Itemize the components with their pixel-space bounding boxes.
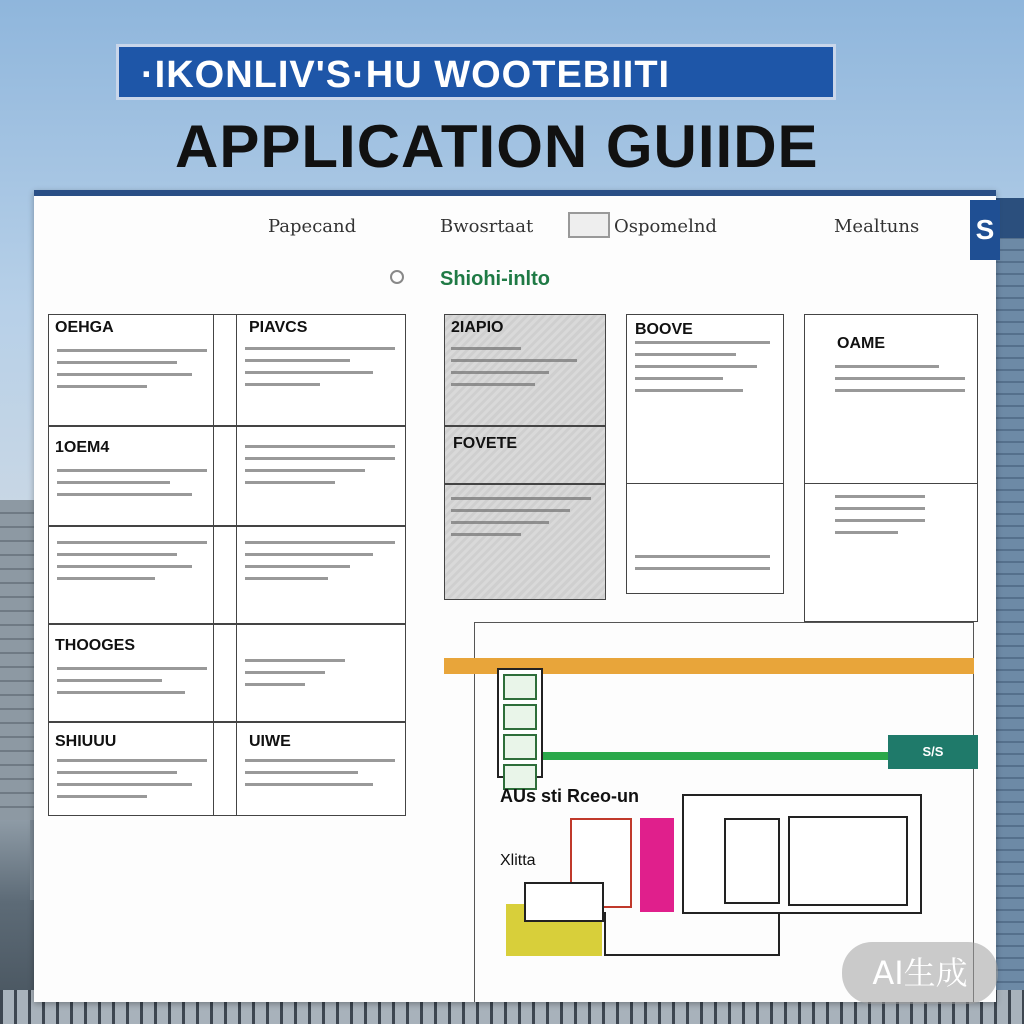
- side-tab[interactable]: S: [970, 200, 1000, 260]
- divider: [805, 483, 977, 484]
- preview-doc: [724, 818, 780, 904]
- grid-bullet-column: [213, 723, 237, 815]
- small-doc: [524, 882, 604, 922]
- background-building-right: [995, 215, 1024, 1024]
- text-lines: [245, 659, 345, 695]
- right-box-2: [804, 314, 978, 622]
- watermark-badge: AI生成: [842, 942, 998, 1004]
- grid-row-title: OEHGA: [55, 319, 114, 336]
- grid-row-heading: UIWE: [249, 733, 291, 750]
- right-box-title: OAME: [837, 335, 885, 352]
- grid-row-1: [48, 314, 406, 426]
- flow-connector: [604, 912, 780, 956]
- page-title: APPLICATION GUIIDE: [175, 113, 819, 180]
- circle-icon: [390, 270, 404, 284]
- text-lines: [57, 541, 207, 589]
- text-lines: [835, 495, 925, 543]
- column-header-icon: [568, 212, 610, 238]
- grid-row-heading: PIAVCS: [249, 319, 308, 336]
- preview-sheet: [788, 816, 908, 906]
- green-connector: [540, 752, 890, 760]
- grid-row-title: 1OEM4: [55, 439, 110, 456]
- text-lines: [245, 759, 395, 795]
- grid-row-3: [48, 526, 406, 624]
- text-lines: [245, 541, 395, 589]
- text-lines: [57, 759, 207, 807]
- text-lines: [57, 469, 207, 505]
- grid-row-5: [48, 722, 406, 816]
- grid-bullet-column: [213, 625, 237, 721]
- grid-row-4: [48, 624, 406, 722]
- magenta-block: [640, 818, 674, 912]
- middle-box-title: 2IAPIO: [451, 319, 504, 336]
- text-lines: [635, 341, 770, 401]
- arrow-button[interactable]: S/S: [888, 735, 978, 769]
- text-lines: [835, 365, 965, 401]
- grid-bullet-column: [213, 315, 237, 425]
- flow-subtitle: Xlitta: [500, 852, 536, 869]
- background-building-top: [996, 198, 1024, 238]
- text-lines: [451, 497, 591, 545]
- text-lines: [57, 349, 207, 397]
- middle-box-2: [444, 426, 606, 484]
- column-header-2: Bwosrtaat: [440, 216, 534, 237]
- flow-title: AUs sti Rceo-un: [500, 786, 640, 806]
- grid-bullet-column: [213, 427, 237, 525]
- divider: [627, 483, 783, 484]
- right-box-1: [626, 314, 784, 594]
- grid-row-2: [48, 426, 406, 526]
- middle-box-1: [444, 314, 606, 426]
- grid-row-title: SHIUUU: [55, 733, 117, 750]
- text-lines: [451, 347, 591, 395]
- text-lines: [635, 555, 770, 579]
- section-title: Shiohi-inlto: [440, 268, 550, 290]
- header-banner: ·IKONLIV'S·HU WOOTEBIITI: [116, 44, 836, 100]
- column-header-3: Ospomelnd: [614, 216, 717, 237]
- column-header-4: Mealtuns: [834, 216, 920, 237]
- grid-bullet-column: [213, 527, 237, 623]
- column-header-1: Papecand: [268, 216, 357, 237]
- stack-icon: [497, 668, 543, 778]
- grid-row-title: THOOGES: [55, 637, 136, 654]
- middle-box-3: [444, 484, 606, 600]
- text-lines: [57, 667, 207, 703]
- right-box-title: BOOVE: [635, 321, 693, 338]
- text-lines: [245, 445, 395, 493]
- middle-box-title: FOVETE: [453, 435, 518, 452]
- text-lines: [245, 347, 395, 395]
